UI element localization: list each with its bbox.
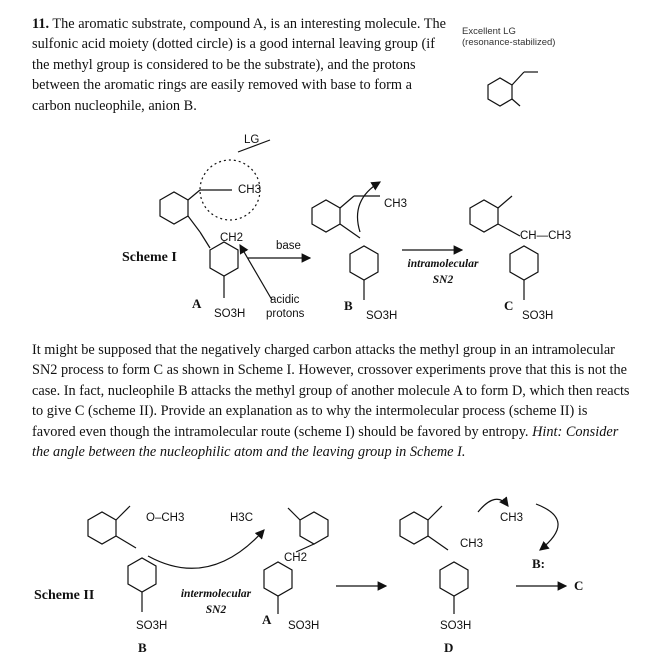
scheme2-rxn-line1: intermolecular — [180, 588, 252, 600]
scheme2-compound-d — [400, 499, 508, 614]
scheme2-o-ch3: O–CH3 — [146, 512, 185, 524]
scheme1-so3h-a: SO3H — [214, 308, 246, 320]
scheme1-so3h-b: SO3H — [366, 310, 398, 322]
scheme1-rxn-line2: SN2 — [432, 274, 454, 286]
scheme2-compound-b-label: B — [138, 640, 147, 655]
scheme1-compound-b-label: B — [344, 298, 353, 313]
scheme2-attack-arrow — [148, 530, 264, 568]
scheme1-rxn-label — [398, 256, 488, 288]
scheme1-compound-c-label: C — [504, 298, 514, 313]
scheme2-compound-a-label: A — [262, 612, 272, 627]
scheme2-rxn-label — [176, 586, 256, 618]
scheme2-ch2-a: CH2 — [284, 552, 308, 564]
scheme2-so3h-a: SO3H — [288, 620, 320, 632]
scheme2-compound-d-label: D — [444, 640, 454, 655]
scheme1-rxn-line1: intramolecular — [407, 258, 479, 270]
scheme2-ch3-d2: CH3 — [460, 538, 484, 550]
scheme2-title: Scheme II — [34, 588, 95, 603]
scheme1-anion-b — [312, 182, 380, 300]
acidic-label: acidic — [270, 294, 300, 306]
scheme1-ch3-b: CH3 — [384, 198, 408, 210]
scheme1-ch2-a: CH2 — [220, 232, 244, 244]
hint-text: Hint: Consider the angle between the nucleophilic atom and the leaving group in Scheme I. — [32, 423, 619, 461]
scheme1-so3h-c: SO3H — [522, 310, 554, 322]
scheme2-compound-c-label: C — [574, 578, 584, 593]
scheme2-rxn-line2: SN2 — [205, 604, 227, 616]
scheme1-compound-a — [160, 140, 270, 298]
scheme1-ch-ch3: CH—CH3 — [520, 230, 572, 242]
scheme2-h3c: H3C — [230, 512, 254, 524]
lg-label: LG — [244, 134, 260, 146]
question-body: The aromatic substrate, compound A, is an interesting molecule. The sulfonic acid moiety (dotted circle) is a good internal leaving group (if the methyl group is considered to be the substrate), and the protons between the aromatic rings are easily removed with base to form a carbon nucleophile, anion B. — [32, 16, 446, 114]
lg-note-line2: (resonance-stabilized) — [462, 37, 556, 48]
protons-label: protons — [266, 308, 305, 320]
question-number: 11. — [32, 16, 50, 32]
scheme1-title: Scheme I — [122, 250, 177, 265]
explanation-paragraph — [32, 340, 632, 462]
scheme2-base-label: B: — [532, 556, 545, 571]
scheme2-so3h-d: SO3H — [440, 620, 472, 632]
scheme2-base-arrow — [536, 504, 558, 550]
scheme1-compound-a-label: A — [192, 296, 202, 311]
scheme2-ch3-d1: CH3 — [500, 512, 524, 524]
acidic-protons-pointer — [240, 245, 272, 300]
base-label: base — [276, 240, 301, 252]
lg-note-molecule — [488, 72, 538, 106]
scheme2-so3h-b: SO3H — [136, 620, 168, 632]
lg-note-line1: Excellent LG — [462, 26, 516, 37]
explanation-text: It might be supposed that the negatively charged carbon attacks the methyl group in an intramolecular SN2 process to form C as shown in Scheme I. However, crossover experiments prove that this is not the case. In fact, nucleophile B attacks the methyl group of another molecule A to form D, which then reacts to give C (scheme II). Provide an explanation as to why the intermolecular process (scheme II) is favored even though the intramolecular route (scheme I) should be favored by entropy. — [32, 342, 630, 440]
scheme1-ch3-a: CH3 — [238, 184, 262, 196]
